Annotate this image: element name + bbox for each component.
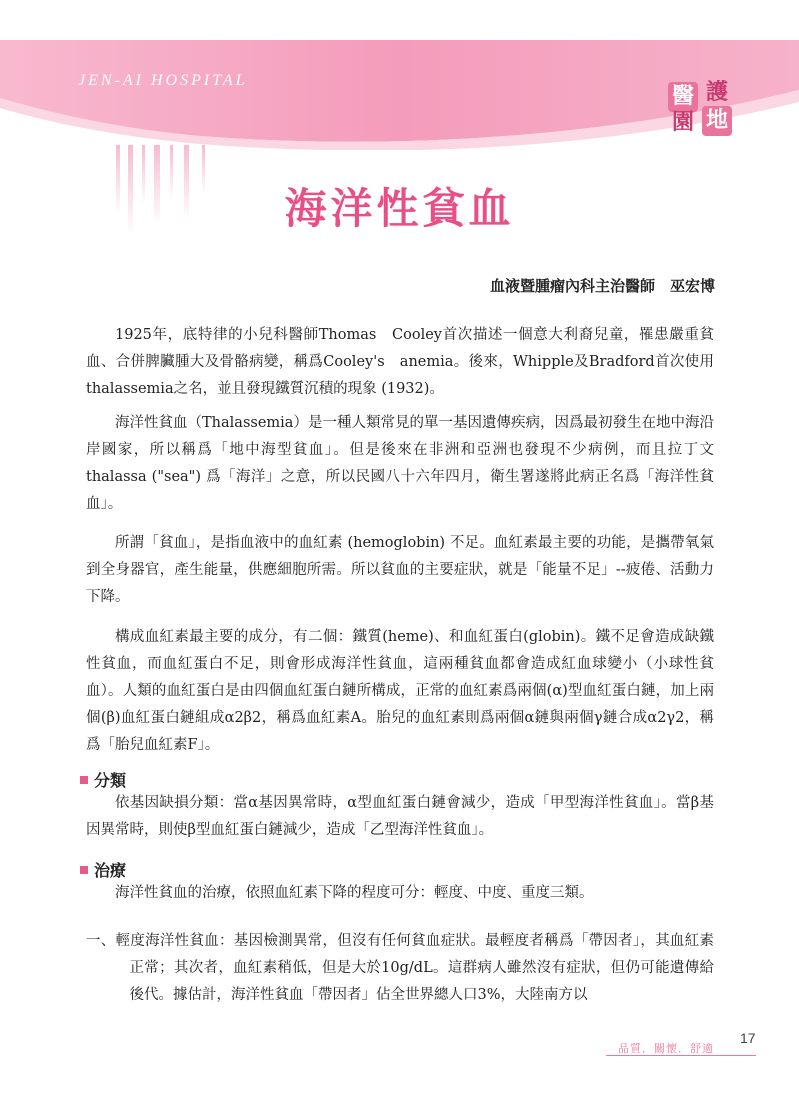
paragraph-hemoglobin: 構成血紅素最主要的成分，有二個：鐵質(heme)、和血紅蛋白(globin)。鐵不足會造成缺鐵性貧血，而血紅蛋白不足，則會形成海洋性貧血，這兩種貧血都會造成紅血球變小（小球性貧血）。人類的血紅蛋白是由四個血紅蛋白鏈所構成，正常的血紅素爲兩個(α)型血紅蛋白鏈，加上兩個(β)血紅蛋白鏈組成α2β2，稱爲血紅素A。胎兒的血紅素則爲兩個α鏈與兩個γ鏈合成α2γ2，稱爲「胎兒血紅素F」。 <box>86 629 714 753</box>
logo-char: 醫 <box>668 82 698 112</box>
hospital-name: JEN-AI HOSPITAL <box>78 72 248 89</box>
footer-slogan: 品質．關懷．舒適 <box>618 1042 714 1055</box>
square-bullet-icon <box>80 776 88 784</box>
logo-char: 護 <box>705 80 728 105</box>
article-author: 血液暨腫瘤內科主治醫師 巫宏博 <box>489 277 715 295</box>
square-bullet-icon <box>80 866 88 874</box>
paragraph-anemia: 所謂「貧血」，是指血液中的血紅素 (hemoglobin) 不足。血紅素最主要的功能，是攜帶氧氣到全身器官，產生能量，供應細胞所需。所以貧血的主要症狀，就是「能量不足」--疲倦、活動力下降。 <box>86 535 714 605</box>
section-heading-text: 分類 <box>94 771 127 790</box>
logo-char: 地 <box>702 106 732 136</box>
paragraph-history: 1925年，底特律的小兒科醫師Thomas Cooley首次描述一個意大利裔兒童，罹患嚴重貧血、合併脾臟腫大及骨骼病變，稱爲Cooley's anemia。後來，Whipple及Bradford首次使用thalassemia之名，並且發現鐵質沉積的現象 (1932)。 <box>86 327 714 397</box>
section-heading-treatment <box>80 858 126 881</box>
section-heading-classification <box>80 768 126 791</box>
page-number: 17 <box>740 1030 756 1046</box>
list-item-mild: 一、輕度海洋性貧血：基因檢測異常，但沒有任何貧血症狀。最輕度者稱爲「帶因者」，其血紅素正常；其次者，血紅素稍低，但是大於10g/dL。這群病人雖然沒有症狀，但仍可能遺傳給後代。據估計，海洋性貧血「帶因者」佔全世界總人口3%，大陸南方以 <box>86 933 714 1003</box>
hospital-logo <box>664 78 738 136</box>
paragraph-classification: 依基因缺損分類：當α基因異常時，α型血紅蛋白鏈會減少，造成「甲型海洋性貧血」。當β基因異常時，則使β型血紅蛋白鏈減少，造成「乙型海洋性貧血」。 <box>86 795 714 838</box>
logo-char: 園 <box>671 110 694 135</box>
paragraph-treatment: 海洋性貧血的治療，依照血紅素下降的程度可分：輕度、中度、重度三類。 <box>115 885 594 901</box>
paragraph-definition: 海洋性貧血（Thalassemia）是一種人類常見的單一基因遺傳疾病，因爲最初發生在地中海沿岸國家，所以稱爲「地中海型貧血」。但是後來在非洲和亞洲也發現不少病例，而且拉丁文thalassa ("sea") 爲「海洋」之意，所以民國八十六年四月，衛生署遂將此病正名爲「海洋性貧血」。 <box>86 415 714 512</box>
footer-divider <box>606 1055 756 1056</box>
article-title: 海洋性貧血 <box>284 184 515 233</box>
section-heading-text: 治療 <box>94 861 127 880</box>
